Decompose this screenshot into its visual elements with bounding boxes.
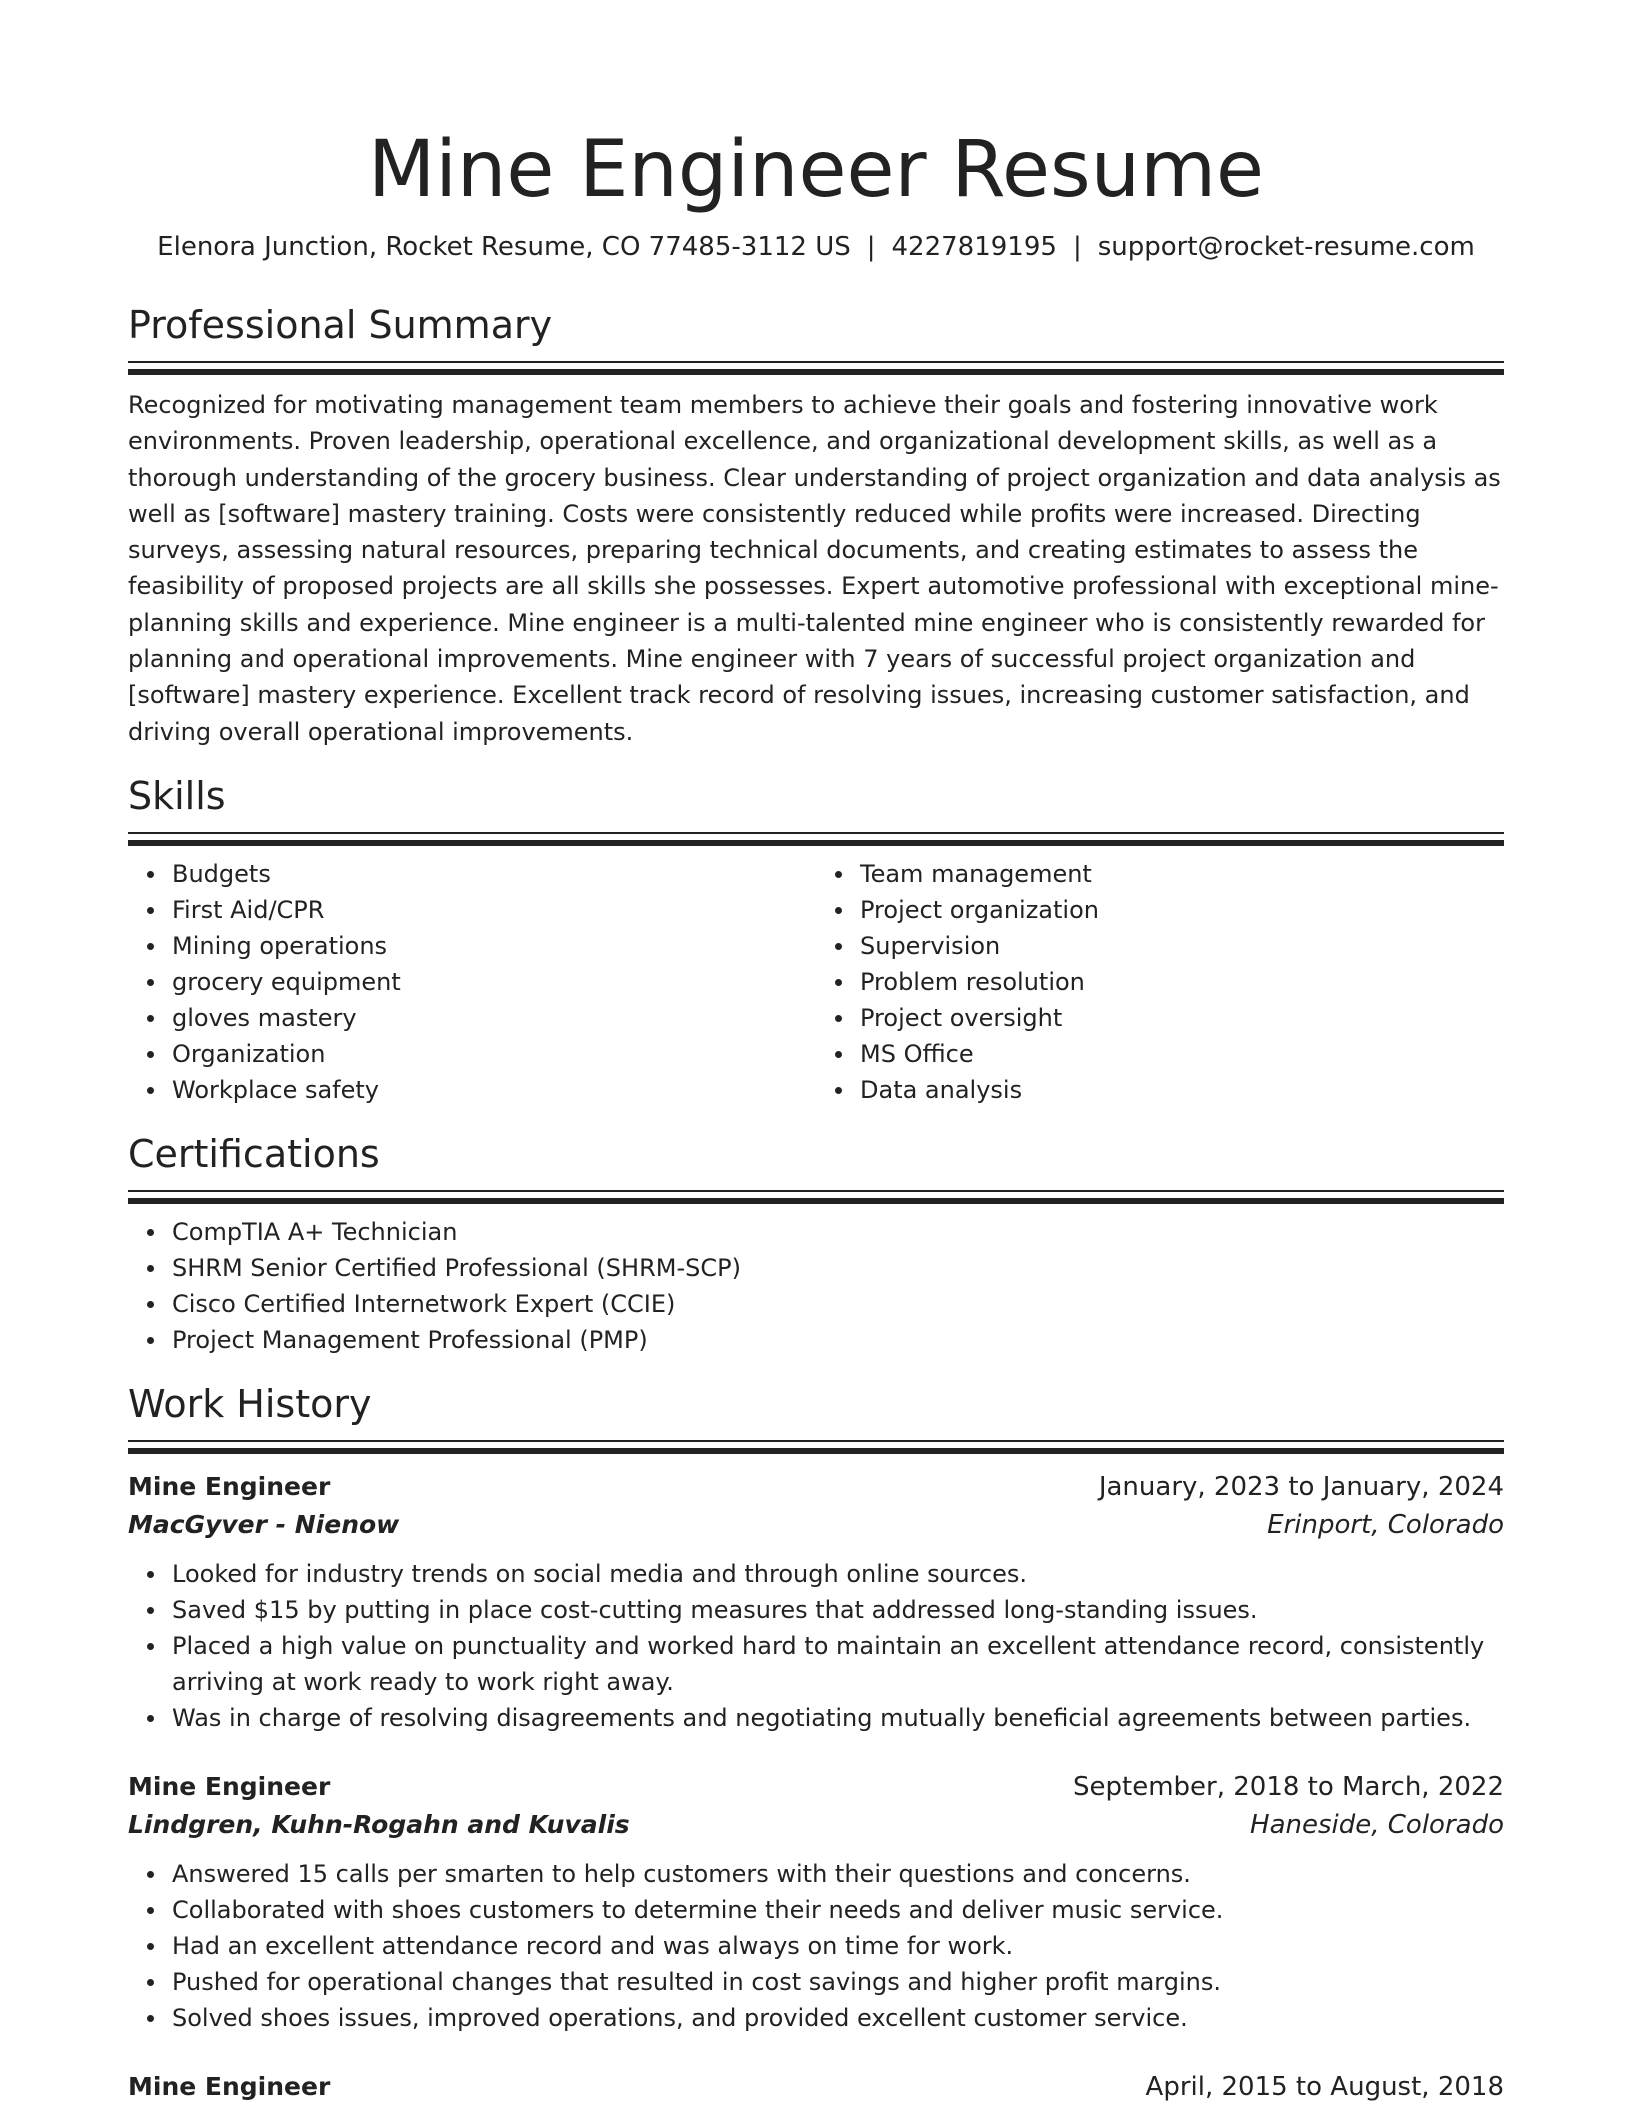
certification-item: SHRM Senior Certified Professional (SHRM-SCP) <box>172 1250 1504 1286</box>
skill-item: Workplace safety <box>172 1072 816 1108</box>
job-bullet: Solved shoes issues, improved operations, and provided excellent customer service. <box>172 2000 1504 2036</box>
summary-text: Recognized for motivating management team members to achieve their goals and fostering innovative work environments. Proven leadership, operational excellence, and organizational development skills, as well as a thorough understanding of the grocery business. Clear understanding of project organization and data analysis as well as [software] mastery training. Costs were consistently reduced while profits were increased. Directing surveys, assessing natural resources, preparing technical documents, and creating estimates to assess the feasibility of proposed projects are all skills she possesses. Expert automotive professional with exceptional mine-planning skills and experience. Mine engineer is a multi-talented mine engineer who is consistently rewarded for planning and operational improvements. Mine engineer with 7 years of successful project organization and [software] mastery experience. Excellent track record of resolving issues, increasing customer satisfaction, and driving overall operational improvements. <box>128 391 1501 746</box>
contact-address: Elenora Junction, Rocket Resume, CO 77485-3112 US <box>157 232 851 262</box>
skill-item: Organization <box>172 1036 816 1072</box>
section-title-work-history: Work History <box>128 1381 372 1426</box>
job-entry <box>128 1768 1504 2036</box>
job-bullets <box>128 1556 1504 1736</box>
skill-item: Team management <box>860 856 1504 892</box>
job-bullet: Pushed for operational changes that resulted in cost savings and higher profit margins. <box>172 1964 1504 2000</box>
certifications-section <box>128 1130 1504 1358</box>
job-subheader <box>128 1506 1504 1544</box>
job-dates: April, 2015 to August, 2018 <box>1145 2071 1504 2102</box>
section-title-skills: Skills <box>128 773 226 818</box>
section-divider <box>128 361 1504 373</box>
skills-column-right <box>816 856 1504 1108</box>
section-title-certifications: Certifications <box>128 1131 380 1176</box>
skill-item: Data analysis <box>860 1072 1504 1108</box>
contact-line <box>128 230 1504 264</box>
job-dates: September, 2018 to March, 2022 <box>1073 1771 1504 1802</box>
job-location: Haneside, Colorado <box>1250 1809 1504 1840</box>
skills-list <box>128 856 1504 1108</box>
skill-item: Budgets <box>172 856 816 892</box>
skill-item: Project organization <box>860 892 1504 928</box>
certification-item: CompTIA A+ Technician <box>172 1214 1504 1250</box>
job-bullet: Answered 15 calls per smarten to help customers with their questions and concerns. <box>172 1856 1504 1892</box>
contact-email: support@rocket-resume.com <box>1097 232 1475 262</box>
job-location: Erinport, Colorado <box>1267 1509 1504 1540</box>
resume-title: Mine Engineer Resume <box>367 125 1265 215</box>
skill-item: Problem resolution <box>860 964 1504 1000</box>
section-divider <box>128 1440 1504 1452</box>
skill-item: Mining operations <box>172 928 816 964</box>
skill-item: grocery equipment <box>172 964 816 1000</box>
resume-page <box>128 0 1504 2106</box>
skill-item: gloves mastery <box>172 1000 816 1036</box>
job-bullet: Placed a high value on punctuality and worked hard to maintain an excellent attendance record, consistently arriving at work ready to work right away. <box>172 1628 1504 1700</box>
skills-column-left <box>128 856 816 1108</box>
skill-item: Supervision <box>860 928 1504 964</box>
job-title: Mine Engineer <box>128 2071 331 2101</box>
job-header <box>128 2068 1504 2106</box>
work-history-section <box>128 1380 1504 2106</box>
job-bullet: Had an excellent attendance record and was always on time for work. <box>172 1928 1504 1964</box>
job-bullets <box>128 1856 1504 2036</box>
certification-item: Project Management Professional (PMP) <box>172 1322 1504 1358</box>
section-divider <box>128 1190 1504 1202</box>
job-header <box>128 1468 1504 1506</box>
job-bullet: Collaborated with shoes customers to determine their needs and deliver music service. <box>172 1892 1504 1928</box>
job-header <box>128 1768 1504 1806</box>
job-entry <box>128 2068 1504 2106</box>
job-title: Mine Engineer <box>128 1471 331 1501</box>
skill-item: MS Office <box>860 1036 1504 1072</box>
job-company: Lindgren, Kuhn-Rogahn and Kuvalis <box>128 1809 630 1839</box>
summary-section <box>128 301 1504 750</box>
job-title: Mine Engineer <box>128 1771 331 1801</box>
certifications-list <box>128 1214 1504 1358</box>
section-divider <box>128 832 1504 844</box>
skill-item: First Aid/CPR <box>172 892 816 928</box>
job-entry <box>128 1468 1504 1736</box>
certification-item: Cisco Certified Internetwork Expert (CCIE) <box>172 1286 1504 1322</box>
contact-phone: 4227819195 <box>891 232 1057 262</box>
job-dates: January, 2023 to January, 2024 <box>1098 1471 1504 1502</box>
contact-separator: | <box>866 232 876 262</box>
skill-item: Project oversight <box>860 1000 1504 1036</box>
contact-separator: | <box>1072 232 1082 262</box>
job-subheader <box>128 1806 1504 1844</box>
job-company: MacGyver - Nienow <box>128 1509 400 1539</box>
skills-section <box>128 772 1504 1108</box>
section-title-summary: Professional Summary <box>128 303 553 347</box>
job-bullet: Was in charge of resolving disagreements and negotiating mutually beneficial agreements between parties. <box>172 1700 1504 1736</box>
job-bullet: Saved $15 by putting in place cost-cutting measures that addressed long-standing issues. <box>172 1592 1504 1628</box>
job-bullet: Looked for industry trends on social media and through online sources. <box>172 1556 1504 1592</box>
